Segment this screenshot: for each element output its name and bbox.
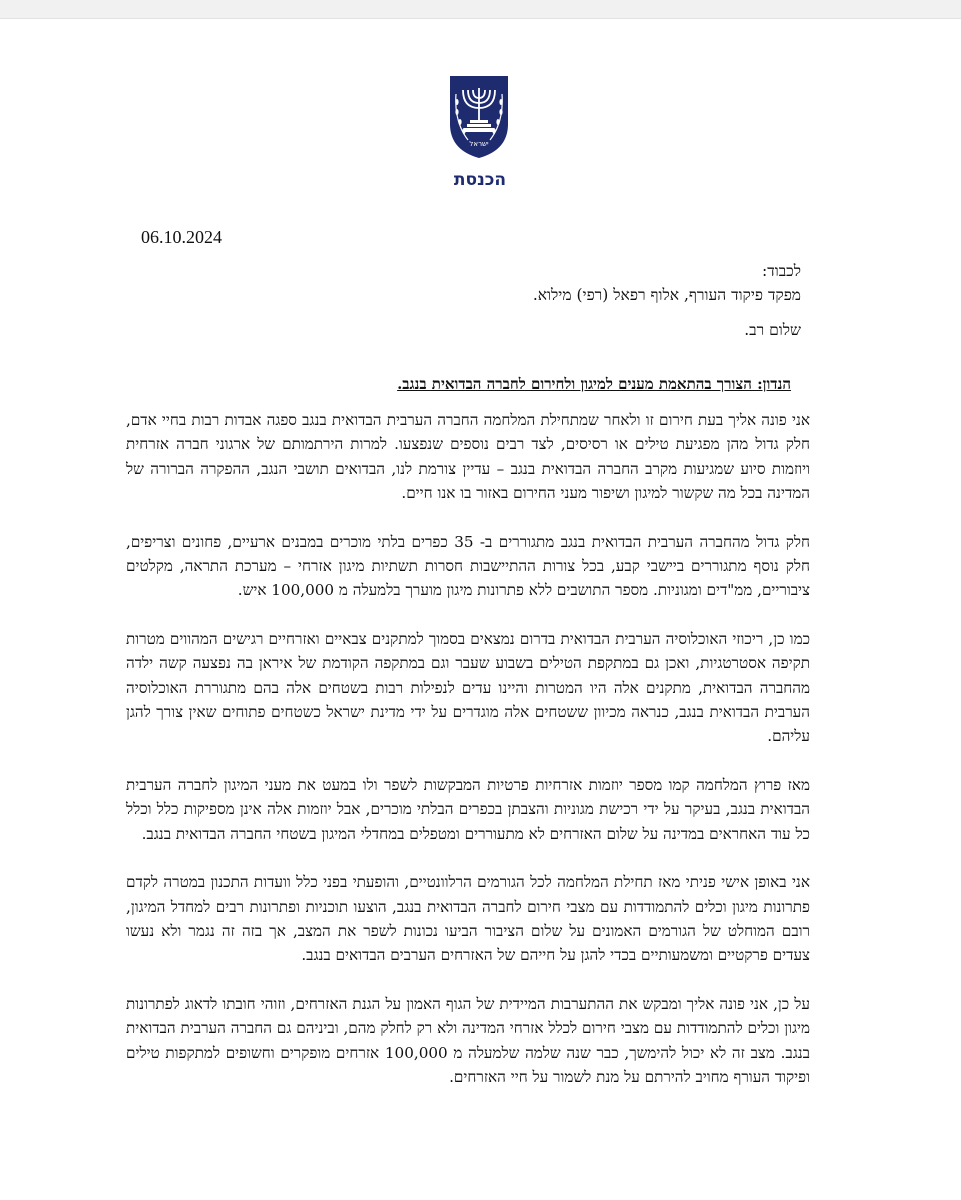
body-paragraph: חלק גדול מהחברה הערבית הבדואית בנגב מתגוררים ב- 35 כפרים בלתי מוכרים במבנים ארעיים, פחונים וצריפים, חלק נוסף מתגוררים ביישבי קבע, בכל צורות ההתיישבות חסרות תשתיות מיגון אזרחי – מערכת התראה, מקלטים ציבוריים, ממ"דים ומגוניות. מספר התושבים ללא פתרונות מיגון מוערך בלמעלה מ 100,000 איש.: [126, 532, 811, 600]
addressee-name: מפקד פיקוד העורף, אלוף רפאל (רפי) מילוא.: [532, 286, 801, 304]
body-paragraph: אני באופן אישי פניתי מאז תחילת המלחמה לכל הגורמים הרלוונטיים, והופעתי בפני כלל וועדות התכנון במטרה לקדם פתרונות מיגון וכלים להתמודדות עם מצבי חירום לחברה הבדואית בנגב, הוצעו תוכניות ופתרונות רבים למחדל המיגון, רובם המוחלט של הגורמים האמונים על שלום הציבור הביעו נכונות לשפר את המצב, אך בזה זה נגמר ולא נעשו צעדים פרקטיים ומשמעותיים בכדי להגן על חייהם של האזרחים הערבים הבדואים בנגב.: [126, 873, 810, 965]
body-paragraph: מאז פרוץ המלחמה קמו מספר יוזמות אזרחיות פרטיות המבקשות לשפר ולו במעט את מעני המיגון לחברה הערבית הבדואית בנגב, בעיקר על ידי רכישת מגוניות והצבתן בכפרים הבלתי מוכרים, אבל יוזמות אלה אינן מספיקות כלל וכלל כל עוד האחראים במדינה על שלום האזרחים לא מתעוררים ומטפלים במחדלי המיגון בשטחי החברה הבדואית בנגב.: [126, 775, 810, 843]
addressee-prefix: לכבוד:: [762, 262, 801, 280]
knesset-emblem-icon: [446, 74, 512, 160]
body-paragraph: כמו כן, ריכוזי האוכלוסיה הערבית הבדואית בדרום נמצאים בסמוך למתקנים צבאיים ואזרחיים רגישים המהווים מטרות תקיפה אסטרטגיות, ואכן גם במתקפת הטילים בשבוע שעבר וגם במתקפה הקודמת של איראן בה נפצעה קשה ילדה מהחברה הבדואית, מתקנים אלה היו המטרות והיינו עדים לנפילות רבות בשטחים אלה בהם מתגוררת האוכלוסיה הערבית הבדואית בנגב, כנראה מכיוון ששטחים אלה מוגדרים על ידי מדינת ישראל כשטחים פתוחים שאין צורך להגן עליהם.: [126, 629, 810, 746]
letter-date: 06.10.2024: [141, 227, 222, 247]
letter-subject: הנדון: הצורך בהתאמת מענים למיגון ולחירום לחברה הבדואית בנגב.: [397, 375, 791, 393]
letter-body: [126, 408, 810, 1113]
organization-name: הכנסת: [453, 170, 507, 190]
emblem-label: ישראל: [469, 140, 489, 148]
body-paragraph: אני פונה אליך בעת חירום זו ולאחר שמתחילת המלחמה החברה הערבית הבדואית בנגב ספגה אבדות רבות בחיי אדם, חלק גדול מהן מפגיעת טילים או רסיסים, לצד רבים נוספים שנפצעו. למרות הירתמותם של ארגוני חברה אזרחית ויוזמות סיוע שמגיעות מקרב החברה הבדואית בנגב – עדיין צורמת לנו, הבדואים תושבי הנגב, ההפקרה הברורה של המדינה בכל מה שקשור למיגון ושיפור מעני החירום באזור בו אנו חיים.: [126, 411, 810, 503]
greeting: שלום רב.: [744, 321, 801, 339]
body-paragraph: על כן, אני פונה אליך ומבקש את ההתערבות המיידית של הגוף האמון על הגנת האזרחים, וזוהי חובתו לדאוג לפתרונות מיגון וכלים להתמודדות עם מצבי חירום לכלל אזרחי המדינה ולא רק לחלק מהם, וביניהם גם החברה הערבית הבדואית בנגב. מצב זה לא יכול להימשך, כבר שנה שלמה שלמעלה מ 100,000 אזרחים מופקרים וחשופים למתקפות טילים ופיקוד העורף מחויב להירתם על מנת לשמור על חיי האזרחים.: [126, 994, 810, 1086]
page-top-strip: [0, 0, 961, 19]
